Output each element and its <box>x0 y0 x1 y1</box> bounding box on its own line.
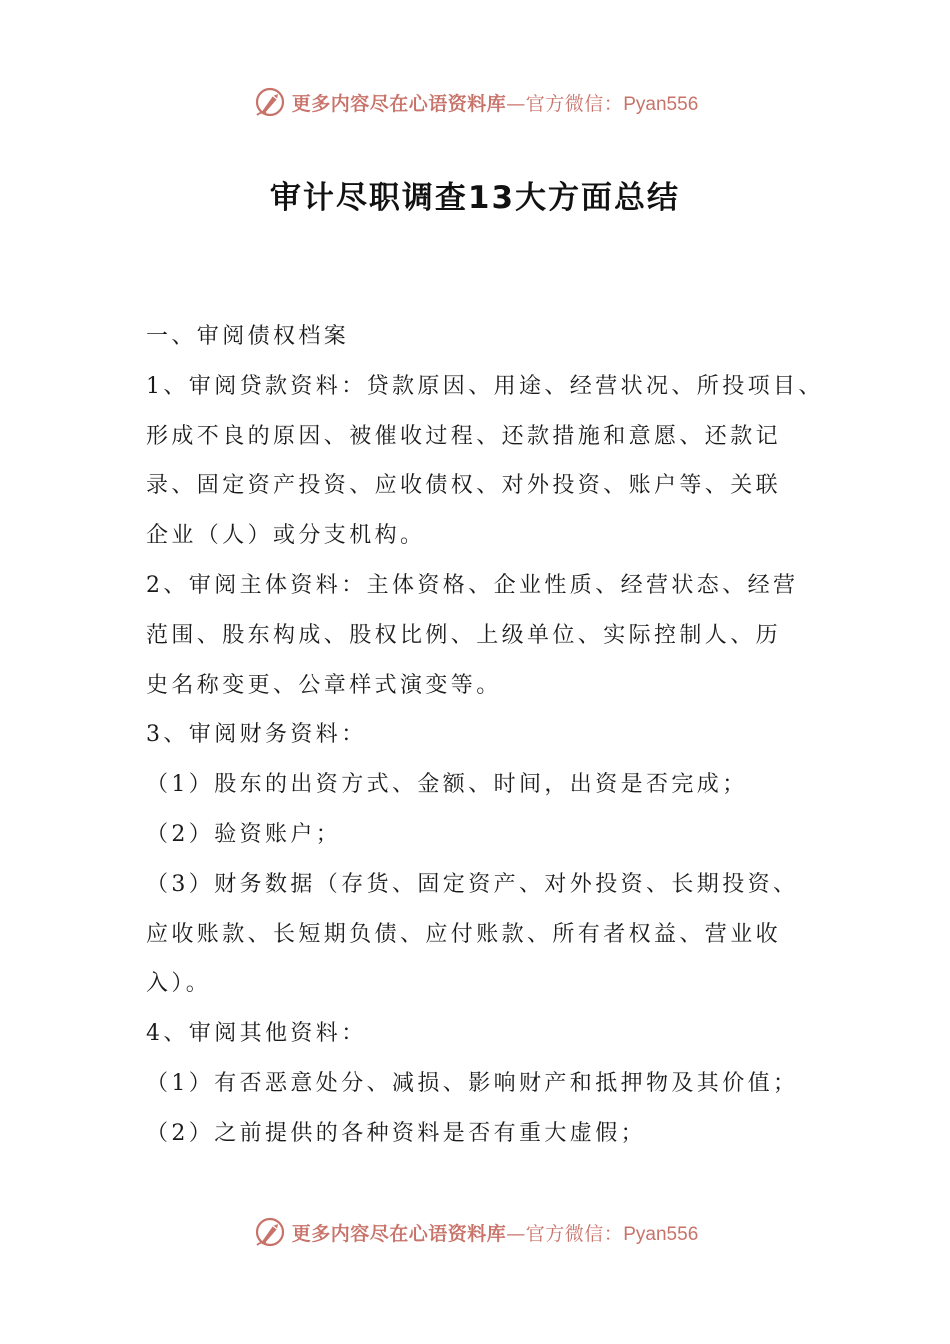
banner-main-text: 更多内容尽在心语资料库 <box>291 1222 507 1245</box>
pen-nib-logo-icon <box>252 84 288 120</box>
paragraph-line: 范围、股东构成、股权比例、上级单位、实际控制人、历 <box>146 622 782 648</box>
banner-wechat-id: Pyan556 <box>623 93 699 115</box>
paragraph-line: 形成不良的原因、被催收过程、还款措施和意愿、还款记 <box>146 423 782 449</box>
paragraph-line: 史名称变更、公章样式演变等。 <box>146 672 502 698</box>
section-heading: 一、审阅债权档案 <box>146 324 350 349</box>
paragraph-line: （1）有否恶意处分、减损、影响财产和抵押物及其价值； <box>146 1070 799 1096</box>
paragraph-line: 入）。 <box>146 971 212 997</box>
paragraph-line: （2）验资账户； <box>146 821 342 847</box>
paragraph-line: （1）股东的出资方式、金额、时间，出资是否完成； <box>146 772 748 798</box>
banner-official-text: 官方微信： <box>525 1222 624 1245</box>
paragraph-line: 2、审阅主体资料：主体资格、企业性质、经营状态、经营 <box>146 572 799 598</box>
banner-dash: — <box>506 92 526 115</box>
document-body <box>146 312 836 1159</box>
paragraph-line: （2）之前提供的各种资料是否有重大虚假； <box>146 1120 646 1146</box>
paragraph-line: 1、审阅贷款资料：贷款原因、用途、经营状况、所投项目、 <box>146 373 824 399</box>
paragraph-line: 企业（人）或分支机构。 <box>146 523 426 549</box>
banner-text <box>292 89 699 116</box>
paragraph-line: 4、审阅其他资料： <box>146 1021 367 1047</box>
banner-main-text: 更多内容尽在心语资料库 <box>291 92 507 115</box>
pen-nib-logo-icon <box>252 1214 288 1250</box>
paragraph-line: 3、审阅财务资料： <box>146 722 367 748</box>
banner-official-text: 官方微信： <box>525 92 624 115</box>
document-title: 审计尽职调查13大方面总结 <box>269 180 681 216</box>
paragraph-line: 录、固定资产投资、应收债权、对外投资、账户等、关联 <box>146 473 782 499</box>
banner-wechat-id: Pyan556 <box>623 1223 699 1245</box>
footer-watermark-banner <box>0 1212 950 1252</box>
paragraph-line: （3）财务数据（存货、固定资产、对外投资、长期投资、 <box>146 871 799 897</box>
banner-text <box>292 1219 699 1246</box>
paragraph-line: 应收账款、长短期负债、应付账款、所有者权益、营业收 <box>146 921 782 947</box>
header-watermark-banner <box>0 82 950 122</box>
banner-dash: — <box>506 1222 526 1245</box>
